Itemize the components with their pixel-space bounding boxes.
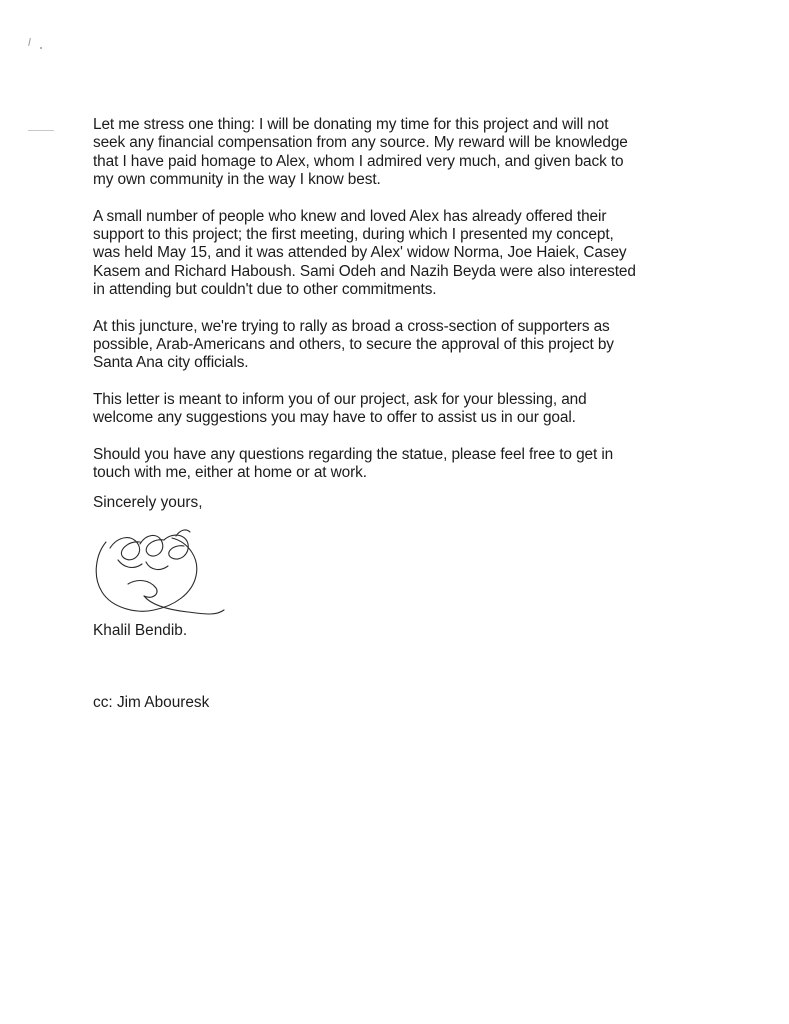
scan-speck — [28, 130, 54, 131]
closing-salutation: Sincerely yours, — [93, 494, 203, 511]
body-paragraph: At this juncture, we're trying to rally as broad a cross-section of supporters as possible, Arab-Americans and others, to secure the approval of this project by Santa Ana city officials. — [93, 317, 614, 372]
body-paragraph: This letter is meant to inform you of our project, ask for your blessing, and welcome any suggestions you may have to offer to assist us in our goal. — [93, 391, 587, 427]
handwritten-signature — [88, 514, 228, 632]
signer-name: Khalil Bendib. — [93, 622, 188, 639]
scan-speck — [40, 47, 42, 49]
body-paragraph: Let me stress one thing: I will be donating my time for this project and will not seek any financial compensation from any source. My reward will be knowledge that I have paid homage to Alex, whom I admired very much, and given back to my own community in the way I know best. — [93, 116, 628, 188]
scan-speck — [28, 38, 31, 46]
body-paragraph: Should you have any questions regarding the statue, please feel free to get in touch with me, either at home or at work. — [93, 446, 614, 482]
body-paragraph: A small number of people who knew and loved Alex has already offered their support to this project; the first meeting, during which I presented my concept, was held May 15, and it was attended by Alex' widow Norma, Joe Haiek, Casey Kasem and Richard Haboush. Sami Odeh and Nazih Beyda were also interested in attending but couldn't due to other commitments. — [93, 207, 636, 298]
cc-line: cc: Jim Abouresk — [93, 694, 210, 711]
letter-body — [93, 116, 693, 501]
